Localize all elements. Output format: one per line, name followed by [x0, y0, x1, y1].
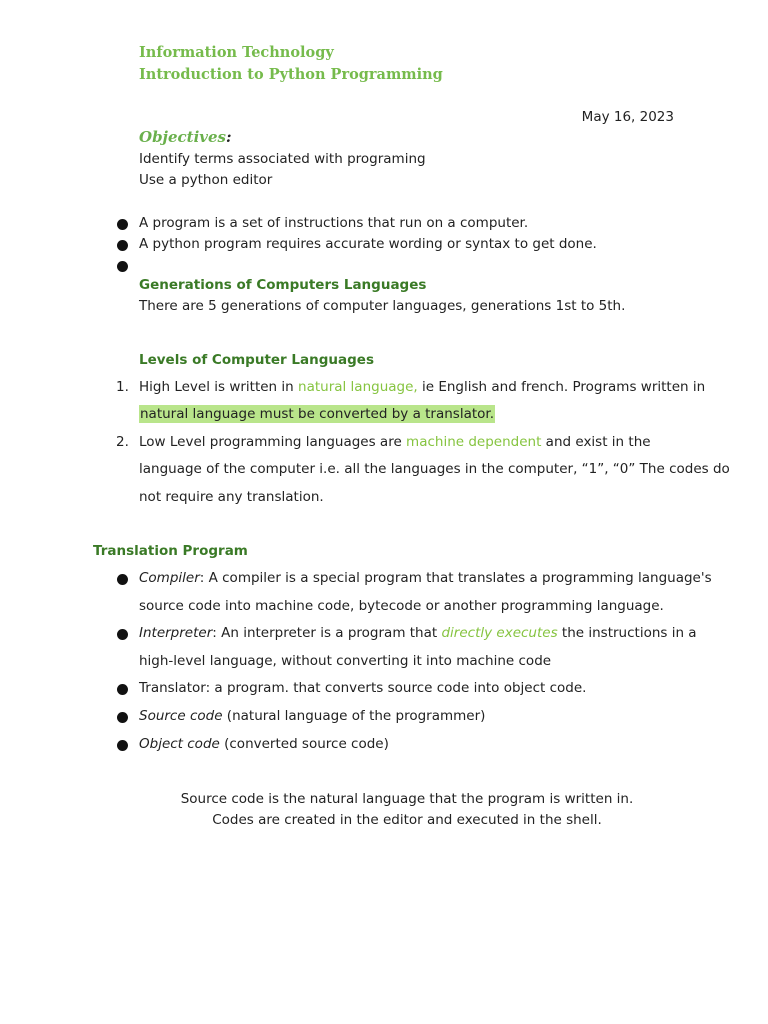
closing-line1: Source code is the natural language that the program is written in.	[180, 791, 634, 807]
term-object-code: Object code	[139, 736, 220, 752]
definition-text: (converted source code)	[219, 736, 389, 752]
term-interpreter: Interpreter	[139, 625, 213, 641]
interpreter-line1	[139, 625, 697, 641]
bullet-icon	[117, 240, 128, 251]
generations-text: There are 5 generations of computer languages, generations 1st to 5th.	[139, 298, 626, 314]
level-text: High Level is written in	[139, 379, 299, 395]
bullet-icon	[117, 740, 128, 751]
subject-title: Information Technology	[139, 44, 334, 61]
intro-bullet: A python program requires accurate wording or syntax to get done.	[139, 236, 597, 252]
intro-bullet: A program is a set of instructions that run on a computer.	[139, 215, 529, 231]
source-code-line	[139, 708, 485, 724]
definition-text: (natural language of the programmer)	[222, 708, 486, 724]
objective-item: Identify terms associated with programing	[139, 151, 426, 167]
bullet-icon	[117, 574, 128, 585]
green-term: natural language,	[298, 379, 418, 395]
object-code-line	[139, 736, 389, 752]
bullet-icon	[117, 261, 128, 272]
level-item-2-line1	[139, 434, 651, 450]
level-item-1-line1	[139, 379, 705, 395]
objective-item: Use a python editor	[139, 172, 273, 188]
objectives-colon: :	[226, 128, 232, 146]
bullet-icon	[117, 629, 128, 640]
translation-heading: Translation Program	[93, 543, 248, 559]
term-translator: Translator	[139, 680, 206, 696]
level-text: Low Level programming languages are	[139, 434, 407, 450]
objectives-heading	[139, 128, 232, 146]
document-date: May 16, 2023	[581, 109, 674, 125]
green-term: directly executes	[441, 625, 558, 641]
closing-line2: Codes are created in the editor and executed in the shell.	[212, 812, 602, 828]
bullet-icon	[117, 219, 128, 230]
levels-heading: Levels of Computer Languages	[139, 352, 374, 368]
level-item-2-line2: language of the computer i.e. all the languages in the computer, “1”, “0” The codes do	[139, 461, 730, 477]
definition-text: : a program. that converts source code into object code.	[205, 680, 587, 696]
definition-text: : An interpreter is a program that	[212, 625, 442, 641]
course-title: Introduction to Python Programming	[139, 66, 443, 83]
green-term: machine dependent	[406, 434, 542, 450]
generations-heading: Generations of Computers Languages	[139, 277, 427, 293]
bullet-icon	[117, 684, 128, 695]
level-item-1-line2	[139, 406, 495, 422]
level-text: ie English and french. Programs written in	[417, 379, 706, 395]
compiler-line2: source code into machine code, bytecode or another programming language.	[139, 598, 664, 614]
objectives-title: Objectives	[139, 128, 226, 146]
compiler-line1	[139, 570, 712, 586]
level-text: and exist in the	[541, 434, 651, 450]
definition-text: the instructions in a	[557, 625, 697, 641]
list-number: 1.	[116, 379, 129, 395]
translator-line	[139, 680, 586, 696]
level-item-2-line3: not require any translation.	[139, 489, 324, 505]
term-source-code: Source code	[139, 708, 223, 724]
term-compiler: Compiler	[139, 570, 200, 586]
definition-text: : A compiler is a special program that translates a programming language's	[199, 570, 712, 586]
bullet-icon	[117, 712, 128, 723]
list-number: 2.	[116, 434, 129, 450]
interpreter-line2: high-level language, without converting it into machine code	[139, 653, 552, 669]
highlighted-text: natural language must be converted by a translator.	[140, 406, 495, 422]
